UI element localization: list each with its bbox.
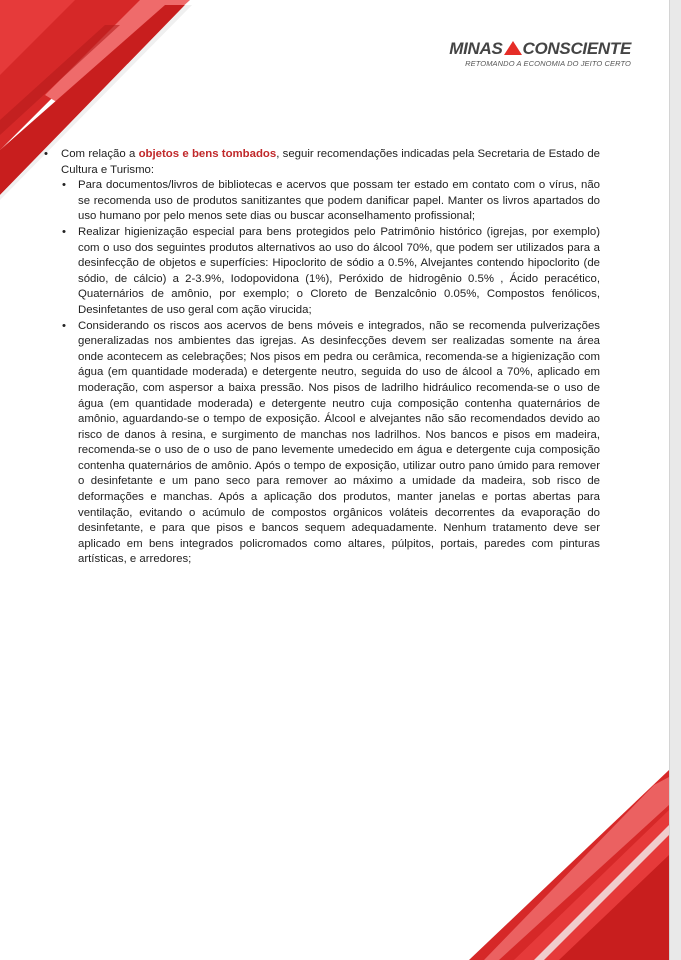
sub-item-church-assets: • Considerando os riscos aos acervos de bens móveis e integrados, não se recomenda pulverizações generalizadas nos ambientes das igrejas. As desinfecções devem ser realizadas somente na área onde acontecem as celebrações; Nos pisos em pedra ou cerâmica, recomenda-se a higienização com água (em quantidade moderada) e detergente neutro, seguida do uso de álcool a 70%, aplicado em moderação, com aspersor a baixa pressão. Nos pisos de ladrilho hidráulico recomenda-se o uso de água (em quantidade moderada) e detergente neutro cuja composição contenha quaternários de amônio, aguardando-se o tempo de exposição. Álcool e alvejantes não são recomendados devido ao risco de danos à resina, e surgimento de manchas nos ladrilhos. Nos bancos e pisos em madeira, recomenda-se o uso de o uso de pano levemente umedecido em água e detergente cuja composição contenha quaternários de amônio. Após o tempo de exposição, utilizar outro pano úmido para remover o desinfetante e um pano seco para remover ao máximo a umidade da madeira, sob risco de deformações e manchas. Após a aplicação dos produtos, manter janelas e portas abertas para ventilação, evitando o acúmulo de compostos orgânicos voláteis decorrentes da evaporação do desinfetante, e para que pisos e bancos sequem adequadamente. Nenhum tratamento deve ser aplicado em bens integrados policromados como altares, púlpitos, portais, paredes com pinturas artísticas, e arredores; bbox=[61, 319, 600, 569]
logo-triangle-icon bbox=[504, 41, 522, 55]
sub-item-heritage-cleaning: • Realizar higienização especial para bens protegidos pelo Patrimônio histórico (igrejas, por exemplo) com o uso dos seguintes produtos alternativos ao uso do álcool 70%, que podem ser utilizados para a desinfecção de objetos e superfícies: Hipoclorito de sódio a 0.5%, Alvejantes contendo hipoclorito (de sódio, de cálcio) a 2-3.9%, Iodopovidona (1%), Peróxido de hidrogênio 0.5% , Ácido peracético, Quaternários de amônio, por exemplo; o Cloreto de Benzalcônio 0.05%, Compostos fenólicos, Desinfetantes de uso geral com ação virucida; bbox=[61, 225, 600, 319]
main-bullet-item bbox=[43, 147, 600, 568]
main-item-suffix: , seguir recomendações indicadas pela Secretaria de Estado de Cultura e Turismo: bbox=[61, 148, 600, 176]
logo-tagline: RETOMANDO A ECONOMIA DO JEITO CERTO bbox=[465, 59, 631, 68]
main-item-prefix: Com relação a bbox=[61, 148, 139, 160]
bottom-right-decoration bbox=[454, 765, 669, 960]
main-item-highlight: objetos e bens tombados bbox=[138, 148, 277, 160]
minas-consciente-logo bbox=[449, 40, 631, 68]
sub-item-books: • Para documentos/livros de bibliotecas e acervos que possam ter estado em contato com o vírus, não se recomenda uso de produtos sanitizantes que podem danificar papel. Manter os livros apartados do uso humano por pelo menos sete dias ou buscar aconselhamento profissional; bbox=[61, 178, 600, 225]
document-body bbox=[43, 147, 600, 568]
logo-wordmark: MINAS CONSCIENTE bbox=[449, 39, 631, 58]
sub-list bbox=[61, 178, 600, 568]
